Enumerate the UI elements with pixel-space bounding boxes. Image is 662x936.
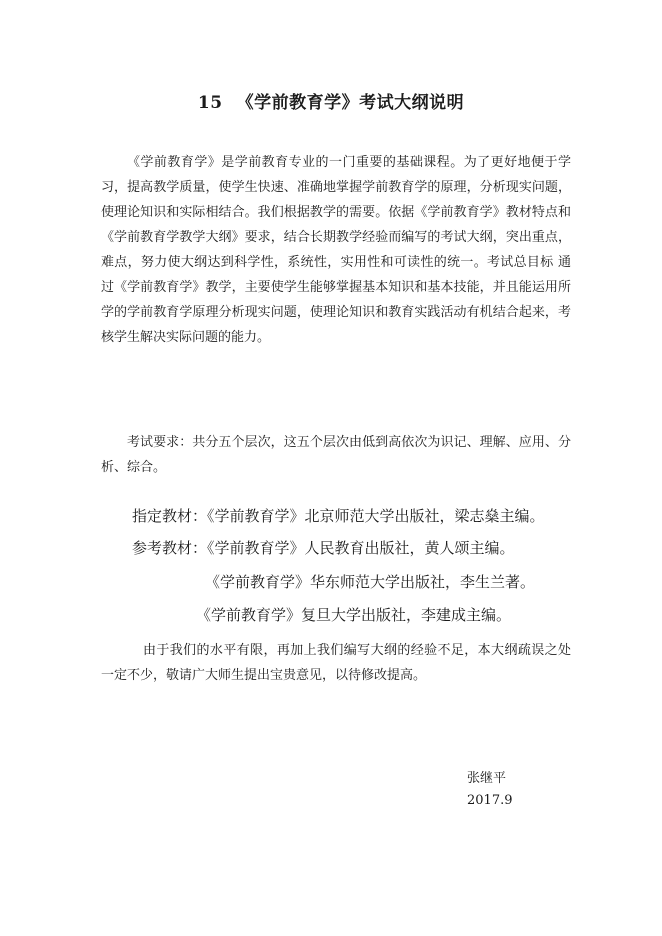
reference-textbook-line-1: 参考教材：《学前教育学》人民教育出版社，黄人颂主编。 [132, 539, 515, 557]
author-name: 张继平 [467, 771, 507, 786]
reference-textbook-line-2: 《学前教育学》华东师范大学出版社，李生兰著。 [205, 573, 536, 591]
exam-requirements-paragraph: 考试要求：共分五个层次，这五个层次由低到高依次为识记、理解、应用、分析、综合。 [101, 435, 571, 475]
designated-textbook-line: 指定教材：《学前教育学》北京师范大学出版社，梁志燊主编。 [132, 507, 545, 525]
intro-paragraph: 《学前教育学》是学前教育专业的一门重要的基础课程。为了更好地便于学习，提高教学质量，使学生快速、准确地掌握学前教育学的原理，分析现实问题，使理论知识和实际相结合。我们根据教学的需要。依据《学前教育学》教材特点和《学前教育学教学大纲》要求，结合长期教学经验而编写的考试大纲，突出重点，难点，努力使大纲达到科学性，系统性，实用性和可读性的统一。考试总目标 通过《学前教育学》教学，主要使学生能够掌握基本知识和基本技能，并且能运用所学的学前教育学原理分析现实问题，使理论知识和教育实践活动有机结合起来，考核学生解决实际问题的能力。 [101, 155, 571, 345]
reference-textbook-line-3: 《学前教育学》复旦大学出版社，李建成主编。 [196, 606, 512, 624]
title-text: 《学前教育学》考试大纲说明 [236, 93, 465, 113]
page-title [0, 88, 662, 113]
closing-paragraph: 由于我们的水平有限，再加上我们编写大纲的经验不足，本大纲疏误之处一定不少，敬请广大师生提出宝贵意见，以待修改提高。 [101, 643, 571, 683]
title-number: 15 [197, 93, 223, 113]
document-date: 2017.9 [467, 793, 513, 808]
